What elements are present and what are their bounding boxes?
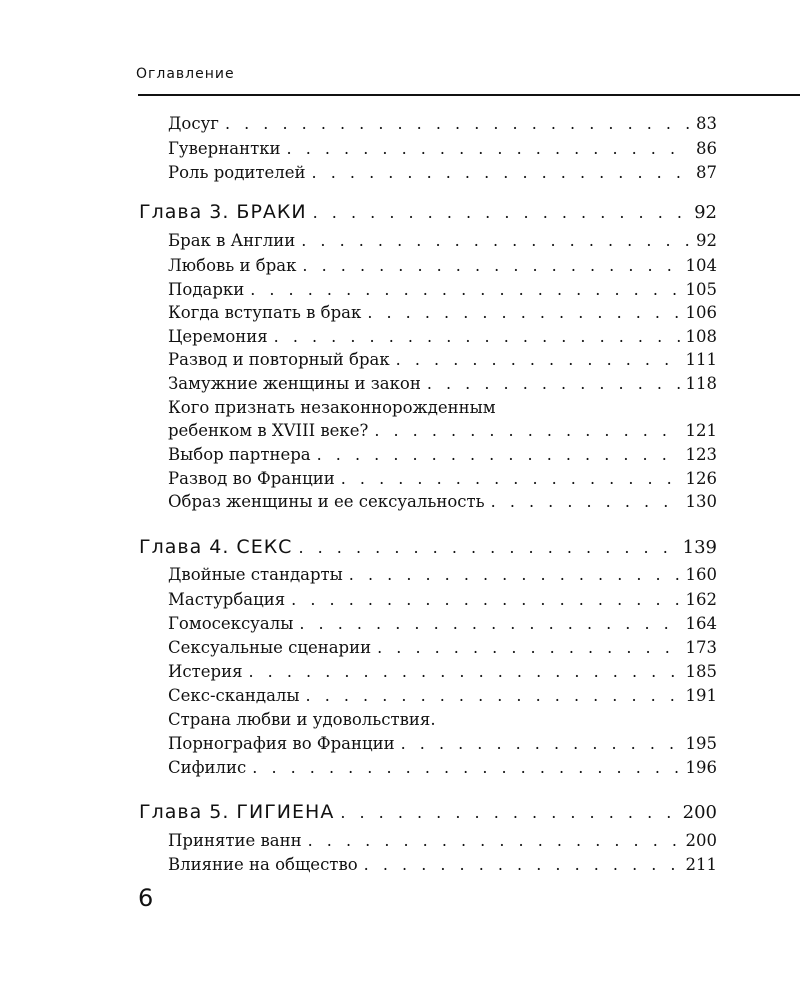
dot-leader: [299, 614, 679, 633]
toc-entry-row: [168, 758, 717, 777]
toc-entry-row: [168, 163, 717, 182]
toc-entry-row: [168, 686, 717, 705]
entry-page-number: 87: [696, 163, 717, 182]
toc-entry-row: [168, 421, 717, 440]
entry-page-number: 92: [696, 231, 717, 250]
dot-leader: [291, 590, 679, 609]
entry-page-number: 86: [696, 139, 717, 158]
entry-title: Гомосексуалы: [168, 614, 294, 633]
toc-chapter-row: [139, 801, 717, 823]
entry-title: Секс-скандалы: [168, 686, 300, 705]
toc-entry-row: [168, 256, 717, 275]
dot-leader: [301, 231, 690, 250]
entry-title: Мастурбация: [168, 590, 286, 609]
entry-page-number: 104: [685, 256, 717, 275]
toc-entry-row: [168, 710, 717, 729]
toc-entry-row: [168, 831, 717, 850]
toc-entry-row: [168, 590, 717, 609]
entry-title: Двойные стандарты: [168, 565, 343, 584]
dot-leader: [340, 803, 676, 822]
toc-entry-row: [168, 492, 717, 511]
entry-page-number: 191: [685, 686, 717, 705]
entry-page-number: 118: [685, 374, 717, 393]
toc-entry-row: [168, 638, 717, 657]
entry-title: Влияние на общество: [168, 855, 358, 874]
toc-entry-row: [168, 374, 717, 393]
entry-title: Сифилис: [168, 758, 247, 777]
entry-title: Выбор партнера: [168, 445, 311, 464]
dot-leader: [313, 203, 688, 222]
toc-entry-row: [168, 231, 717, 250]
entry-title: Кого признать незаконнорожденным: [168, 398, 496, 417]
entry-page-number: 196: [685, 758, 717, 777]
dot-leader: [252, 758, 679, 777]
entry-page-number: 126: [685, 469, 717, 488]
dot-leader: [349, 565, 680, 584]
entry-title: Церемония: [168, 327, 268, 346]
entry-title: Любовь и брак: [168, 256, 297, 275]
entry-title: Когда вступать в брак: [168, 303, 362, 322]
toc-entry-row: [168, 469, 717, 488]
entry-page-number: 106: [685, 303, 717, 322]
dot-leader: [274, 327, 680, 346]
entry-page-number: 185: [685, 662, 717, 681]
entry-page-number: 195: [685, 734, 717, 753]
entry-title: Сексуальные сценарии: [168, 638, 372, 657]
entry-page-number: 121: [685, 421, 717, 440]
dot-leader: [312, 163, 690, 182]
dot-leader: [317, 445, 680, 464]
entry-title: Брак в Англии: [168, 231, 296, 250]
entry-page-number: 164: [685, 614, 717, 633]
dot-leader: [341, 469, 680, 488]
dot-leader: [250, 280, 679, 299]
toc-entry-row: [168, 139, 717, 158]
entry-page-number: 211: [685, 855, 717, 874]
toc-entry-row: [168, 114, 717, 133]
toc-entry-row: [168, 280, 717, 299]
entry-page-number: 105: [685, 280, 717, 299]
entry-title: Принятие ванн: [168, 831, 302, 850]
toc-entry-row: [168, 734, 717, 753]
page-number: 6: [138, 884, 154, 912]
dot-leader: [491, 492, 680, 511]
toc-entry-row: [168, 350, 717, 369]
toc-entry-row: [168, 303, 717, 322]
entry-title: Досуг: [168, 114, 219, 133]
entry-page-number: 200: [685, 831, 717, 850]
entry-page-number: 162: [685, 590, 717, 609]
entry-page-number: 123: [685, 445, 717, 464]
toc-entry-row: [168, 662, 717, 681]
entry-title: Развод во Франции: [168, 469, 335, 488]
entry-title: Образ женщины и ее сексуальность: [168, 492, 485, 511]
dot-leader: [287, 139, 690, 158]
dot-leader: [377, 638, 679, 657]
entry-title: Замужние женщины и закон: [168, 374, 421, 393]
dot-leader: [396, 350, 680, 369]
chapter-title: Глава 3. БРАКИ: [139, 201, 307, 223]
toc-chapter-row: [139, 201, 717, 223]
entry-page-number: 200: [682, 802, 717, 823]
toc-entry-row: [168, 327, 717, 346]
entry-page-number: 139: [682, 537, 717, 558]
dot-leader: [298, 538, 676, 557]
entry-title: Истерия: [168, 662, 243, 681]
entry-title: Страна любви и удовольствия.: [168, 710, 436, 729]
dot-leader: [306, 686, 680, 705]
entry-title: Развод и повторный брак: [168, 350, 390, 369]
chapter-title: Глава 5. ГИГИЕНА: [139, 801, 335, 823]
entry-page-number: 108: [685, 327, 717, 346]
entry-title: Подарки: [168, 280, 245, 299]
toc-entry-row: [168, 855, 717, 874]
dot-leader: [367, 303, 679, 322]
entry-page-number: 83: [696, 114, 717, 133]
dot-leader: [427, 374, 680, 393]
entry-page-number: 160: [685, 565, 717, 584]
toc-entry-row: [168, 565, 717, 584]
toc-entry-row: [168, 445, 717, 464]
running-header: Оглавление: [136, 66, 235, 82]
toc-chapter-row: [139, 536, 717, 558]
entry-title: Гувернантки: [168, 139, 281, 158]
entry-title: Порнография во Франции: [168, 734, 395, 753]
dot-leader: [308, 831, 680, 850]
toc-entry-row: [168, 614, 717, 633]
entry-page-number: 130: [685, 492, 717, 511]
toc-entry-row: [168, 398, 717, 417]
entry-page-number: 92: [694, 202, 717, 223]
entry-page-number: 111: [685, 350, 717, 369]
dot-leader: [249, 662, 680, 681]
dot-leader: [225, 114, 690, 133]
dot-leader: [364, 855, 680, 874]
dot-leader: [302, 256, 679, 275]
dot-leader: [401, 734, 680, 753]
dot-leader: [374, 421, 679, 440]
chapter-title: Глава 4. СЕКС: [139, 536, 293, 558]
entry-title: ребенком в XVIII веке?: [168, 421, 369, 440]
entry-title: Роль родителей: [168, 163, 306, 182]
header-rule: [138, 94, 800, 96]
entry-page-number: 173: [685, 638, 717, 657]
